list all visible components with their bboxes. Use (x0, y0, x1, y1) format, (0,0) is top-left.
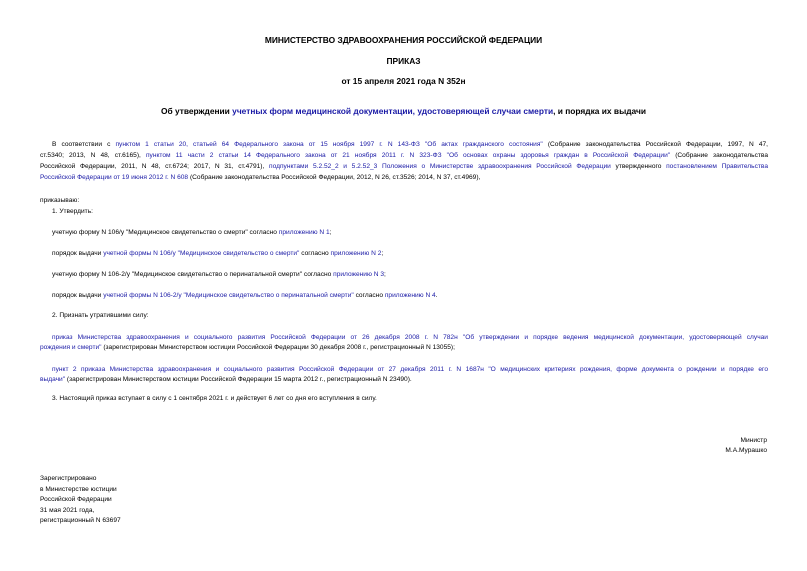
document-title (0, 106, 807, 116)
preamble-text: (Собрание законодательства Российской Федерации, 2012, N 26, ст.3526; 2014, N 37, ст.4969), (188, 174, 481, 181)
preamble-text: ст.5340; 2013, N 48, ст.6165), (40, 152, 146, 159)
repeal-text: (зарегистрирован Министерством юстиции Российской Федерации 30 декабря 2008 г., регистрационный N 13055); (101, 344, 455, 351)
form-link[interactable]: учетной формы N 106/у "Медицинское свидетельство о смерти" (103, 250, 300, 257)
preamble-text: (Собрание законодательства (670, 152, 768, 159)
appendix-link[interactable]: приложению N 1 (278, 229, 330, 236)
form-item-2 (52, 249, 383, 258)
resolution-link[interactable]: постановлением Правительства (666, 163, 768, 170)
form-text: порядок выдачи (52, 250, 104, 257)
regulation-link[interactable]: подпунктами 5.2.52_2 и 5.2.52_3 Положения о Министерстве здравоохранения Российской Федерации (269, 163, 611, 170)
appendix-link[interactable]: приложению N 4 (384, 292, 436, 299)
form-text: ; (329, 229, 332, 236)
repeal-link[interactable]: выдачи" (40, 376, 66, 383)
repeal-2-line-1[interactable]: пункт 2 приказа Министерства здравоохранения и социального развития Российской Федерации от 27 декабря 2011 г. N 1687н "О медицинских критериях рождения, форме документа о рождении и порядке его (52, 366, 768, 373)
form-text: учетную форму N 106-2/у "Медицинское свидетельство о перинатальной смерти" согласно (52, 271, 334, 278)
order-date-number: от 15 апреля 2021 года N 352н (341, 76, 466, 86)
appendix-link[interactable]: приложению N 2 (330, 250, 382, 257)
form-link[interactable]: учетной формы N 106-2/у "Медицинское свидетельство о перинатальной смерти" (103, 292, 354, 299)
form-item-3 (52, 270, 386, 279)
law-link[interactable]: пунктом 11 части 2 статьи 14 Федерального закона от 21 ноября 2011 г. N 323-ФЗ "Об основах охраны здоровья граждан в Российской Федерации" (145, 152, 671, 159)
form-text: ; (381, 250, 384, 257)
form-text: согласно (299, 250, 331, 257)
preamble-text: В соответствии с (52, 141, 116, 148)
signature-name: М.А.Мурашко (725, 447, 767, 454)
preamble-line-3 (40, 162, 768, 171)
document-type: ПРИКАЗ (386, 56, 421, 66)
signature-title: Министр (740, 437, 767, 444)
preamble-text: утвержденного (610, 163, 667, 170)
form-text: согласно (353, 292, 385, 299)
form-item-4 (52, 291, 438, 300)
title-pre: Об утверждении (160, 106, 233, 116)
form-text: порядок выдачи (52, 292, 104, 299)
title-post: , и порядка их выдачи (553, 106, 646, 116)
item-3: 3. Настоящий приказ вступает в силу с 1 сентября 2021 г. и действует 6 лет со дня его вступления в силу. (52, 395, 377, 402)
appendix-link[interactable]: приложению N 3 (333, 271, 385, 278)
item-2: 2. Признать утратившими силу: (52, 312, 149, 319)
repeal-2-line-2 (40, 375, 412, 384)
repeal-link[interactable]: рождения и смерти" (40, 344, 102, 351)
repeal-text: (зарегистрирован Министерством юстиции Российской Федерации 15 марта 2012 г., регистрационный N 23490). (65, 376, 412, 383)
ministry-heading: МИНИСТЕРСТВО ЗДРАВООХРАНЕНИЯ РОССИЙСКОЙ ФЕДЕРАЦИИ (264, 35, 543, 45)
preamble-line-4 (40, 173, 480, 182)
law-link[interactable]: пунктом 1 статьи 20, статьей 64 Федерального закона от 15 ноября 1997 г. N 143-ФЗ "Об актах гражданского состояния" (115, 141, 543, 148)
preamble-line-1 (52, 140, 768, 149)
preamble-text: Российской Федерации, 2011, N 48, ст.6724; 2017, N 31, ст.4791), (40, 163, 270, 170)
registration-line: Российской Федерации (40, 496, 112, 503)
registration-line: регистрационный N 63697 (40, 517, 121, 524)
registration-line: 31 мая 2021 года, (40, 506, 95, 514)
preamble-text: (Собрание законодательства Российской Федерации, 1997, N 47, (542, 141, 768, 148)
item-1: 1. Утвердить: (52, 208, 93, 215)
title-link[interactable]: учетных форм медицинской документации, удостоверяющей случаи смерти (232, 106, 554, 116)
form-text: учетную форму N 106/у "Медицинское свидетельство о смерти" согласно (52, 229, 279, 236)
form-item-1 (52, 228, 332, 237)
order-word: приказываю: (40, 197, 80, 204)
repeal-1-line-1[interactable]: приказ Министерства здравоохранения и социального развития Российской Федерации от 26 декабря 2008 г. N 782н "Об утверждении и порядке ведения медицинской документации, удостоверяющей случаи (52, 334, 768, 341)
repeal-1-line-2 (40, 343, 455, 352)
form-text: . (435, 292, 438, 299)
registration-line: Зарегистрировано (40, 475, 97, 482)
form-text: ; (384, 271, 386, 278)
resolution-link[interactable]: Российской Федерации от 19 июня 2012 г. N 608 (40, 174, 189, 181)
preamble-line-2 (40, 151, 768, 160)
registration-line: в Министерстве юстиции (40, 485, 117, 493)
